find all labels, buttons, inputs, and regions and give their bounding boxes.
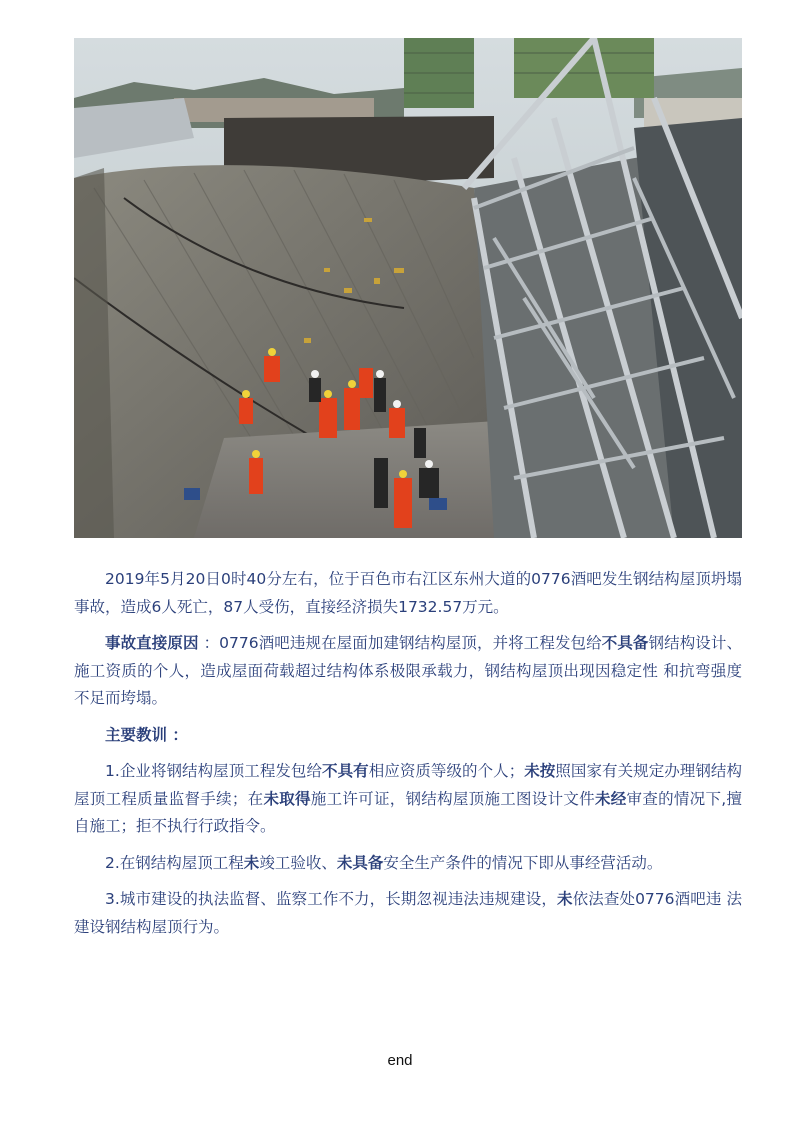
body-text: 依法查处0776酒吧违 法建设钢结构屋顶行为。 (74, 890, 742, 936)
body-text: 3.城市建设的执法监督、监察工作不力，长期忽视违法违规建设， (105, 890, 557, 908)
body-text: 2.在钢结构屋顶工程 (105, 853, 244, 872)
body-text: 照国家有关规定办理钢结构屋顶工程质量监督手续；在 (74, 762, 742, 808)
body-text: 安全生产条件的情况下即从事经营活动。 (383, 853, 663, 872)
emphasis-text: 未经 (594, 789, 627, 808)
emphasis-text: 主要教训 (105, 725, 168, 744)
paragraph (74, 722, 742, 750)
emphasis-text: ： (167, 725, 188, 744)
body-text: 钢结构设计、施工资质的个人，造成屋面荷载超过结构体系极限承载力，钢结构屋顶出现因稳定性 和抗弯强度不足而垮塌。 (74, 634, 742, 707)
emphasis-text: 未按 (524, 762, 556, 780)
emphasis-text: 不具备 (601, 634, 649, 652)
paragraph (74, 630, 742, 713)
emphasis-text: 未取得 (263, 789, 311, 808)
paragraph (74, 758, 742, 841)
emphasis-text: 事故直接原因 (105, 634, 199, 652)
body-text: 相应资质等级的个人； (368, 762, 525, 780)
body-text: 审查的情况下,擅自施工；拒不执行行政指令。 (74, 789, 742, 835)
accident-photo (74, 38, 742, 538)
paragraph (74, 886, 742, 941)
body-text: 竣工验收、 (259, 853, 337, 872)
body-text: 1.企业将钢结构屋顶工程发包给 (105, 762, 323, 780)
body-text: 施工许可证，钢结构屋顶施工图设计文件 (310, 789, 595, 808)
article-body (74, 566, 742, 950)
paragraph (74, 566, 742, 621)
emphasis-text: 未具备 (336, 853, 384, 872)
body-text: 2019年5月20日0时40分左右，位于百色市右江区东州大道的0776酒吧发生钢结构屋顶坍塌事故，造成6人死亡，87人受伤，直接经济损失1732.57万元。 (74, 570, 742, 616)
emphasis-text: 不具有 (322, 762, 369, 780)
emphasis-text: 未 (243, 853, 260, 872)
emphasis-text: 未 (557, 890, 573, 908)
end-marker: end (387, 1052, 413, 1069)
paragraph (74, 850, 742, 878)
body-text: ：0776酒吧违规在屋面加建钢结构屋顶，并将工程发包给 (198, 634, 602, 652)
collapse-scene-image (74, 38, 742, 538)
